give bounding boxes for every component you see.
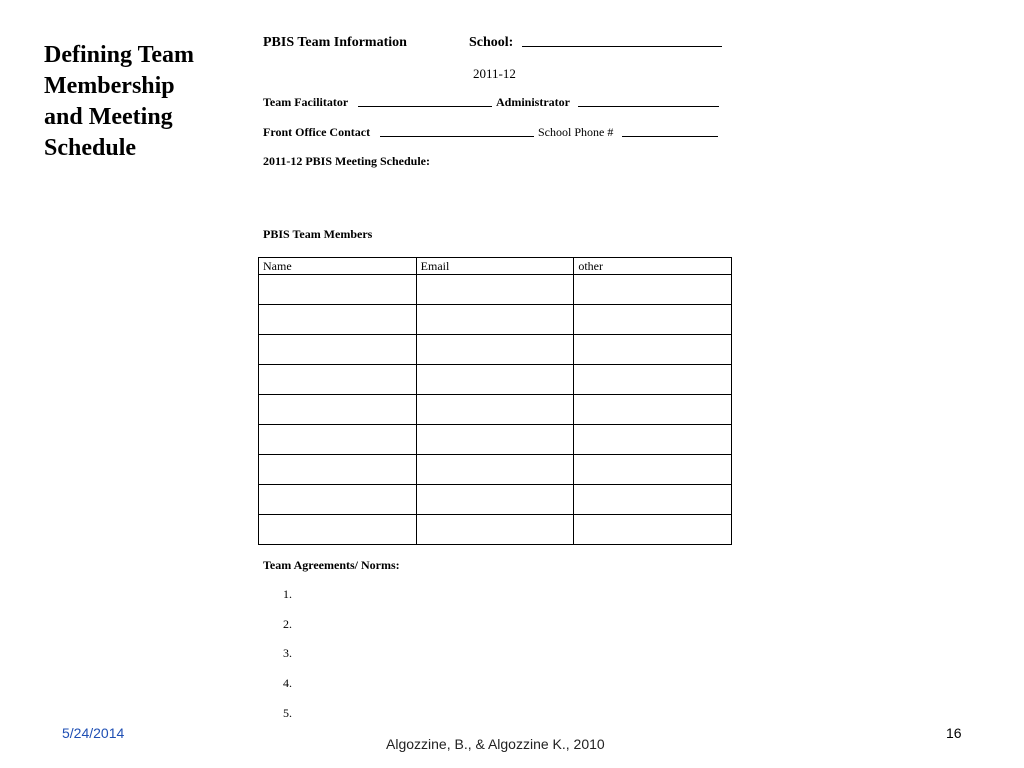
column-header-other: other: [574, 258, 732, 275]
year-label: 2011-12: [473, 66, 516, 81]
norm-item: 3.: [283, 646, 292, 660]
norm-item: 4.: [283, 676, 292, 690]
members-heading: PBIS Team Members: [263, 227, 373, 241]
phone-field[interactable]: [622, 125, 718, 141]
front-office-field[interactable]: [380, 125, 534, 141]
other-cell[interactable]: [574, 305, 732, 335]
name-cell[interactable]: [259, 365, 417, 395]
name-cell[interactable]: [259, 485, 417, 515]
name-cell[interactable]: [259, 425, 417, 455]
school-label: School:: [469, 35, 514, 50]
name-cell[interactable]: [259, 395, 417, 425]
form-header-title: PBIS Team Information: [263, 35, 407, 50]
other-cell[interactable]: [574, 515, 732, 545]
front-office-label: Front Office Contact: [263, 125, 371, 139]
name-cell[interactable]: [259, 455, 417, 485]
footer-citation: Algozzine, B., & Algozzine K., 2010: [386, 736, 605, 752]
administrator-label: Administrator: [496, 95, 570, 109]
table-row: [259, 365, 732, 395]
name-cell[interactable]: [259, 275, 417, 305]
email-cell[interactable]: [416, 335, 574, 365]
title-line: Defining Team: [44, 42, 195, 68]
norm-item: 5.: [283, 706, 292, 720]
footer-date: 5/24/2014: [62, 725, 125, 741]
other-cell[interactable]: [574, 455, 732, 485]
email-cell[interactable]: [416, 395, 574, 425]
email-cell[interactable]: [416, 485, 574, 515]
meeting-schedule-label: 2011-12 PBIS Meeting Schedule:: [263, 154, 430, 168]
column-header-email: Email: [416, 258, 574, 275]
other-cell[interactable]: [574, 335, 732, 365]
team-information-form: [258, 0, 738, 730]
table-row: [259, 305, 732, 335]
norm-item: 2.: [283, 617, 292, 631]
phone-label: School Phone #: [538, 125, 614, 139]
norm-item: 1.: [283, 587, 292, 601]
name-cell[interactable]: [259, 335, 417, 365]
page-number: 16: [946, 725, 962, 741]
other-cell[interactable]: [574, 275, 732, 305]
slide-title: [44, 40, 244, 164]
name-cell[interactable]: [259, 305, 417, 335]
column-header-name: Name: [259, 258, 417, 275]
agreements-heading: Team Agreements/ Norms:: [263, 558, 400, 572]
email-cell[interactable]: [416, 305, 574, 335]
name-cell[interactable]: [259, 515, 417, 545]
other-cell[interactable]: [574, 485, 732, 515]
email-cell[interactable]: [416, 455, 574, 485]
other-cell[interactable]: [574, 425, 732, 455]
email-cell[interactable]: [416, 275, 574, 305]
table-row: [259, 455, 732, 485]
other-cell[interactable]: [574, 365, 732, 395]
table-row: [259, 275, 732, 305]
facilitator-label: Team Facilitator: [263, 95, 349, 109]
team-members-table: [258, 257, 732, 545]
other-cell[interactable]: [574, 395, 732, 425]
table-row: [259, 335, 732, 365]
school-field[interactable]: [522, 35, 722, 51]
title-line: Membership: [44, 73, 175, 99]
email-cell[interactable]: [416, 425, 574, 455]
administrator-field[interactable]: [578, 95, 719, 111]
facilitator-field[interactable]: [358, 95, 492, 111]
table-header-row: [259, 258, 732, 275]
table-row: [259, 425, 732, 455]
table-row: [259, 395, 732, 425]
title-line: and Meeting: [44, 104, 173, 130]
title-line: Schedule: [44, 135, 137, 161]
table-row: [259, 515, 732, 545]
email-cell[interactable]: [416, 515, 574, 545]
table-row: [259, 485, 732, 515]
email-cell[interactable]: [416, 365, 574, 395]
